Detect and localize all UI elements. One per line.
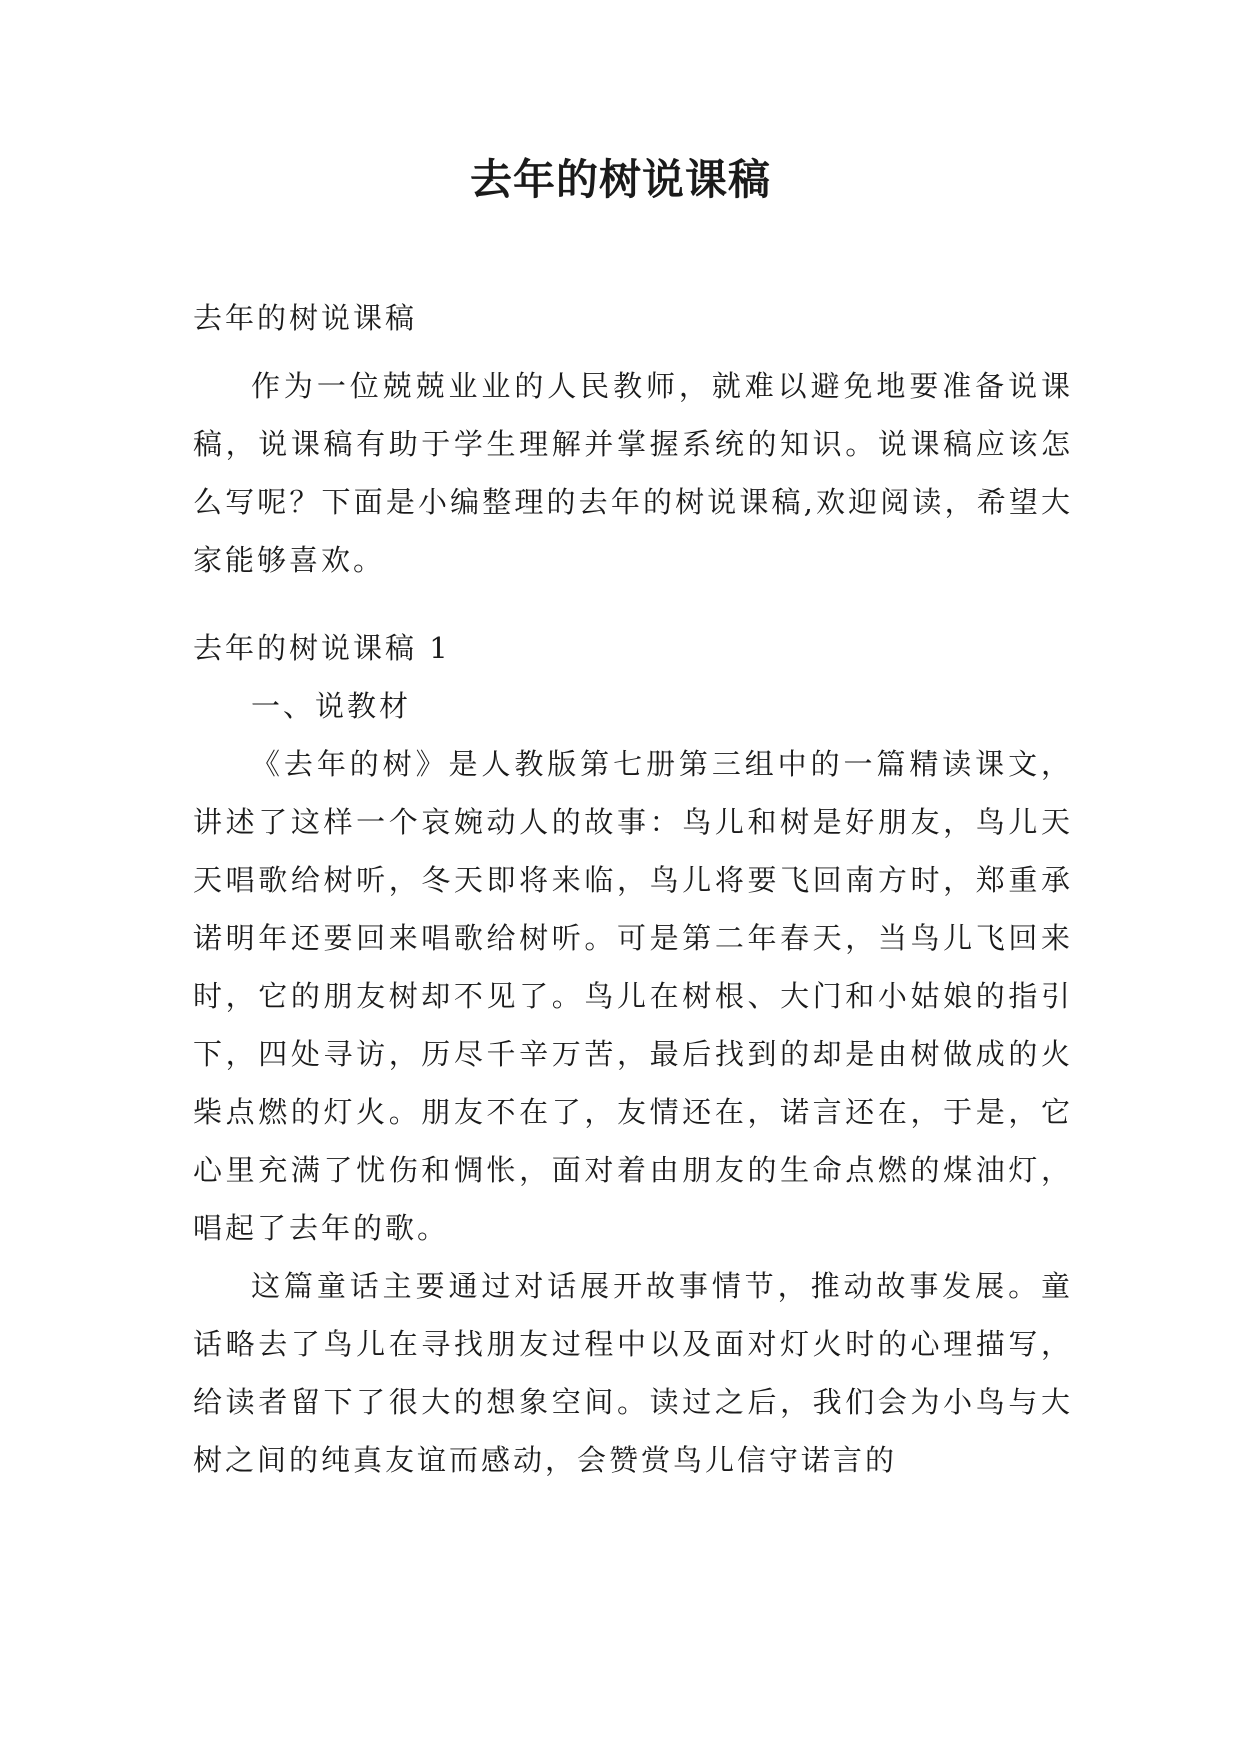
document-title: 去年的树说课稿 <box>469 155 771 204</box>
intro-paragraph: 作为一位兢兢业业的人民教师，就难以避免地要准备说课稿，说课稿有助于学生理解并掌握系统的知识。说课稿应该怎么写呢？下面是小编整理的去年的树说课稿,欢迎阅读，希望大家能够喜欢。 <box>193 369 1073 577</box>
body-paragraph-1: 《去年的树》是人教版第七册第三组中的一篇精读课文，讲述了这样一个哀婉动人的故事：鸟儿和树是好朋友，鸟儿天天唱歌给树听，冬天即将来临，鸟儿将要飞回南方时，郑重承诺明年还要回来唱歌给树听。可是第二年春天，当鸟儿飞回来时，它的朋友树却不见了。鸟儿在树根、大门和小姑娘的指引下，四处寻访，历尽千辛万苦，最后找到的却是由树做成的火柴点燃的灯火。朋友不在了，友情还在，诺言还在，于是，它心里充满了忧伤和惆怅，面对着由朋友的生命点燃的煤油灯，唱起了去年的歌。 <box>193 747 1073 1245</box>
section-heading: 去年的树说课稿 1 <box>193 631 451 665</box>
body-paragraph-2: 这篇童话主要通过对话展开故事情节，推动故事发展。童话略去了鸟儿在寻找朋友过程中以及面对灯火时的心理描写，给读者留下了很大的想象空间。读过之后，我们会为小鸟与大树之间的纯真友谊而感动，会赞赏鸟儿信守诺言的 <box>193 1269 1073 1477</box>
intro-block <box>193 357 1073 589</box>
section-block <box>193 619 1073 1489</box>
subsection-heading: 一、说教材 <box>251 689 412 723</box>
document-subtitle: 去年的树说课稿 <box>193 301 418 335</box>
